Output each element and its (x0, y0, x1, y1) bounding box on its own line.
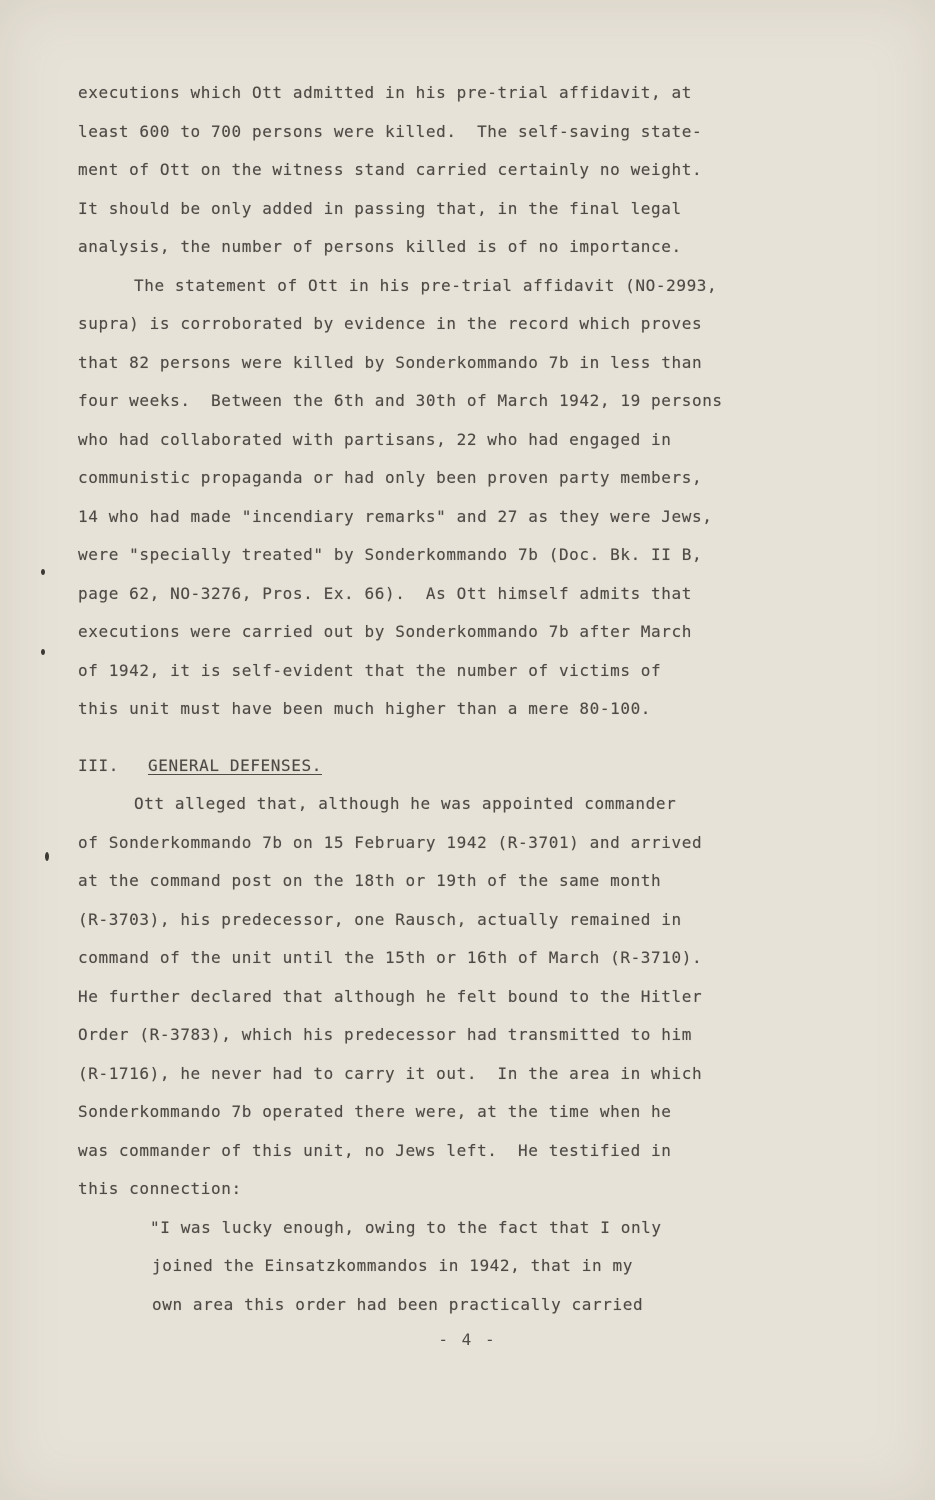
section-gap (78, 729, 808, 747)
text-line: four weeks. Between the 6th and 30th of March 1942, 19 persons (78, 391, 723, 410)
text-line: this unit must have been much higher than a mere 80-100. (78, 699, 652, 718)
text-line: at the command post on the 18th or 19th of the same month (78, 871, 662, 890)
text-line: (R-3703), his predecessor, one Rausch, actually remained in (78, 909, 682, 929)
text-line: 14 who had made "incendiary remarks" and 27 as they were Jews, (78, 506, 713, 526)
text-line: who had collaborated with partisans, 22 who had engaged in (78, 429, 672, 449)
margin-speck (45, 852, 49, 861)
quote-line: joined the Einsatzkommandos in 1942, that in my (152, 1256, 633, 1275)
text-line: of Sonderkommando 7b on 15 February 1942 (R-3701) and arrived (78, 832, 703, 852)
text-line: communistic propaganda or had only been proven party members, (78, 468, 703, 487)
text-line: supra) is corroborated by evidence in the record which proves (78, 314, 703, 333)
text-line: Ott alleged that, although he was appointed commander (134, 794, 677, 813)
text-line: analysis, the number of persons killed is of no importance. (78, 237, 682, 256)
margin-speck (41, 649, 45, 655)
text-line: (R-1716), he never had to carry it out. In the area in which (78, 1063, 703, 1083)
section-number: III. (78, 755, 119, 775)
text-line: command of the unit until the 15th or 16th of March (R-3710). (78, 948, 703, 967)
text-line: Sonderkommando 7b operated there were, at the time when he (78, 1102, 672, 1121)
section-heading (78, 747, 808, 786)
typed-text-block (78, 74, 808, 1324)
quote-line: "I was lucky enough, owing to the fact that I only (150, 1217, 662, 1237)
text-line: was commander of this unit, no Jews left. He testified in (78, 1140, 672, 1160)
text-line: least 600 to 700 persons were killed. The self-saving state- (78, 121, 703, 141)
text-line: The statement of Ott in his pre-trial affidavit (NO-2993, (134, 275, 718, 295)
text-line: ment of Ott on the witness stand carried certainly no weight. (78, 160, 703, 179)
text-line: It should be only added in passing that, in the final legal (78, 198, 682, 218)
text-line: page 62, NO-3276, Pros. Ex. 66). As Ott himself admits that (78, 583, 692, 603)
text-line: this connection: (78, 1179, 242, 1198)
text-line: of 1942, it is self-evident that the number of victims of (78, 660, 662, 680)
quote-line: own area this order had been practically carried (152, 1294, 644, 1314)
text-line: Order (R-3783), which his predecessor had transmitted to him (78, 1025, 692, 1044)
text-line: He further declared that although he felt bound to the Hitler (78, 986, 703, 1006)
text-line: executions were carried out by Sonderkommando 7b after March (78, 622, 692, 641)
margin-speck (41, 569, 45, 575)
text-line: executions which Ott admitted in his pre-trial affidavit, at (78, 83, 692, 102)
page-number: - 4 - (438, 1330, 497, 1349)
text-line: that 82 persons were killed by Sonderkommando 7b in less than (78, 352, 703, 372)
text-line: were "specially treated" by Sonderkommando 7b (Doc. Bk. II B, (78, 545, 703, 564)
section-title: GENERAL DEFENSES. (148, 755, 322, 775)
